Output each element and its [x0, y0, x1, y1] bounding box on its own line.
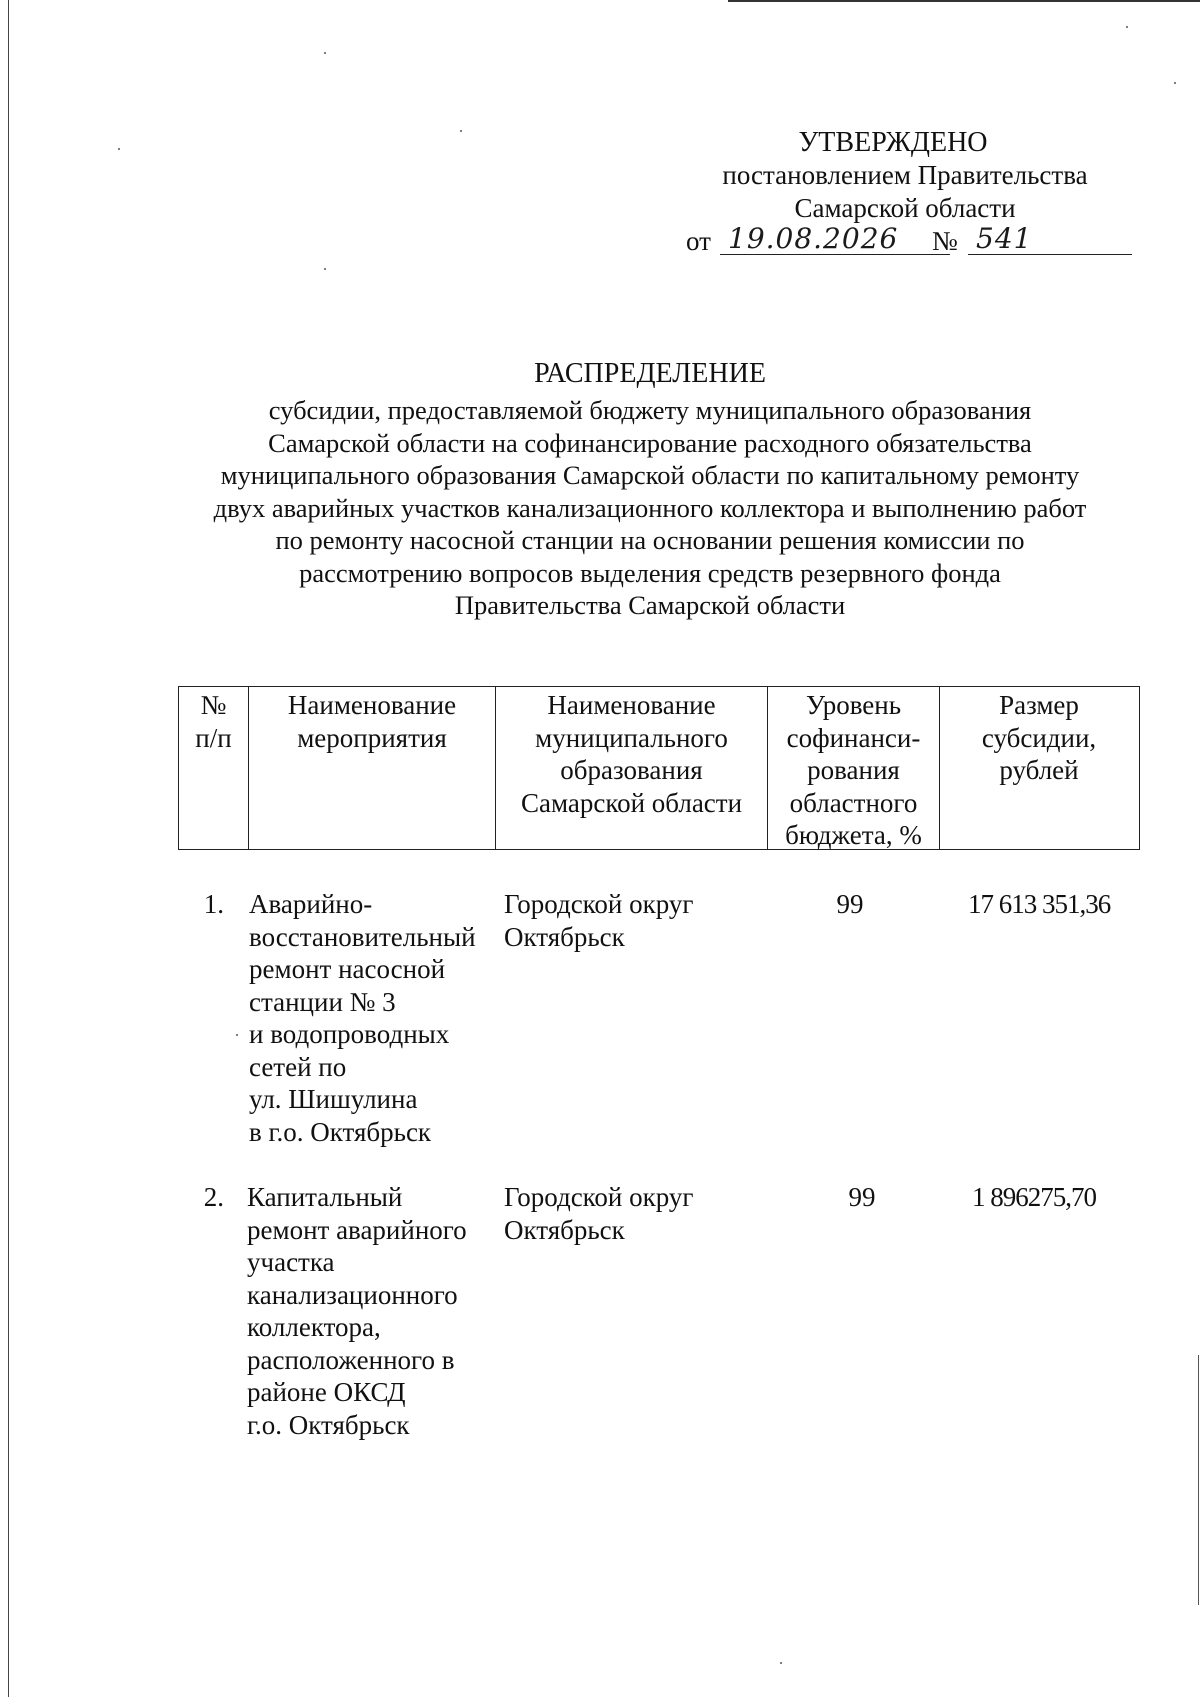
event-line: районе ОКСД: [247, 1377, 406, 1407]
subtitle-line: Самарской области на софинансирование расходного обязательства: [268, 427, 1032, 458]
row-amount: 17 613 351,36: [968, 889, 1111, 919]
header-col-event: [249, 687, 496, 849]
header-text: рования: [807, 755, 900, 785]
subtitle-line: муниципального образования Самарской области по капитальному ремонту: [220, 460, 1080, 490]
scan-speck: [324, 268, 326, 270]
row-number: 2.: [203, 1182, 224, 1212]
document-title: РАСПРЕДЕЛЕНИЕ: [534, 358, 766, 389]
header-text: рублей: [999, 755, 1079, 785]
scan-edge-top: [728, 0, 1200, 2]
subtitle-line: субсидии, предоставляемой бюджету муниципального образования: [268, 395, 1032, 425]
header-text: Уровень: [805, 690, 902, 720]
header-text: субсидии,: [981, 722, 1097, 753]
subtitle-line: по ремонту насосной станции на основании решения комиссии по: [275, 525, 1025, 555]
table-header: [178, 686, 1140, 850]
scan-speck: [1174, 82, 1176, 84]
approval-title: УТВЕРЖДЕНО: [798, 127, 988, 158]
header-col-amount: [940, 687, 1138, 849]
approval-line-2: Самарской области: [794, 193, 1016, 223]
header-col-number: [179, 687, 249, 849]
event-line: восстановительный: [249, 921, 476, 952]
header-text: областного: [789, 787, 918, 818]
date-handwritten: 19.08.2026: [720, 222, 950, 255]
header-col-level: [768, 687, 940, 849]
event-line: участка: [247, 1247, 335, 1277]
event-line: ремонт аварийного: [247, 1214, 467, 1245]
scan-speck: [236, 1034, 238, 1036]
row-level: 99: [848, 1182, 876, 1212]
header-text: Самарской области: [520, 787, 743, 818]
row-municipality: [504, 888, 764, 953]
header-text: бюджета, %: [785, 820, 922, 850]
header-text: софинанси-: [786, 722, 921, 753]
header-text: №: [200, 690, 227, 720]
event-line: станции № 3: [249, 986, 396, 1017]
scan-edge-right: [1198, 1355, 1199, 1605]
scan-speck: [460, 130, 462, 132]
number-prefix: №: [932, 226, 958, 256]
event-line: коллектора,: [247, 1312, 381, 1342]
number-handwritten: 541: [968, 222, 1132, 255]
header-text: мероприятия: [297, 722, 447, 753]
header-text: образования: [560, 755, 703, 785]
scan-edge-left: [8, 0, 9, 1697]
header-text: Наименование: [287, 690, 457, 720]
header-text: п/п: [195, 722, 232, 753]
row-event: [247, 1181, 497, 1441]
row-number: 1.: [203, 889, 224, 919]
header-text: Размер: [999, 690, 1079, 720]
event-line: в г.о. Октябрьск: [249, 1116, 432, 1147]
subtitle-line: рассмотрению вопросов выделения средств резервного фонда: [299, 557, 1001, 588]
event-line: ул. Шишулина: [249, 1084, 418, 1114]
scan-speck: [780, 1662, 782, 1664]
row-level: 99: [836, 889, 864, 919]
event-line: расположенного в: [247, 1344, 455, 1375]
municipality-line: Городской округ: [504, 1182, 694, 1212]
header-text: Наименование: [547, 690, 716, 720]
row-event: [249, 888, 499, 1148]
date-prefix: от: [686, 226, 711, 256]
event-line: г.о. Октябрьск: [247, 1409, 410, 1440]
scan-speck: [324, 52, 326, 54]
event-line: сетей по: [249, 1051, 347, 1082]
event-line: и водопроводных: [249, 1019, 450, 1049]
municipality-line: Октябрьск: [504, 921, 625, 952]
municipality-line: Городской округ: [504, 889, 694, 919]
scan-speck: [118, 148, 120, 150]
event-line: ремонт насосной: [249, 954, 446, 984]
event-line: Аварийно-: [249, 889, 373, 919]
approval-line-1: постановлением Правительства: [722, 160, 1088, 190]
scan-speck: [1126, 26, 1128, 28]
header-col-municipality: [496, 687, 768, 849]
event-line: канализационного: [247, 1279, 458, 1310]
header-text: муниципального: [535, 722, 728, 753]
subtitle-line: двух аварийных участков канализационного коллектора и выполнению работ: [213, 492, 1087, 523]
document-subtitle: [140, 394, 1160, 622]
subtitle-line: Правительства Самарской области: [454, 590, 846, 620]
row-municipality: [504, 1181, 764, 1246]
row-amount: 1 896275,70: [972, 1182, 1096, 1212]
event-line: Капитальный: [247, 1182, 403, 1212]
municipality-line: Октябрьск: [504, 1214, 625, 1245]
